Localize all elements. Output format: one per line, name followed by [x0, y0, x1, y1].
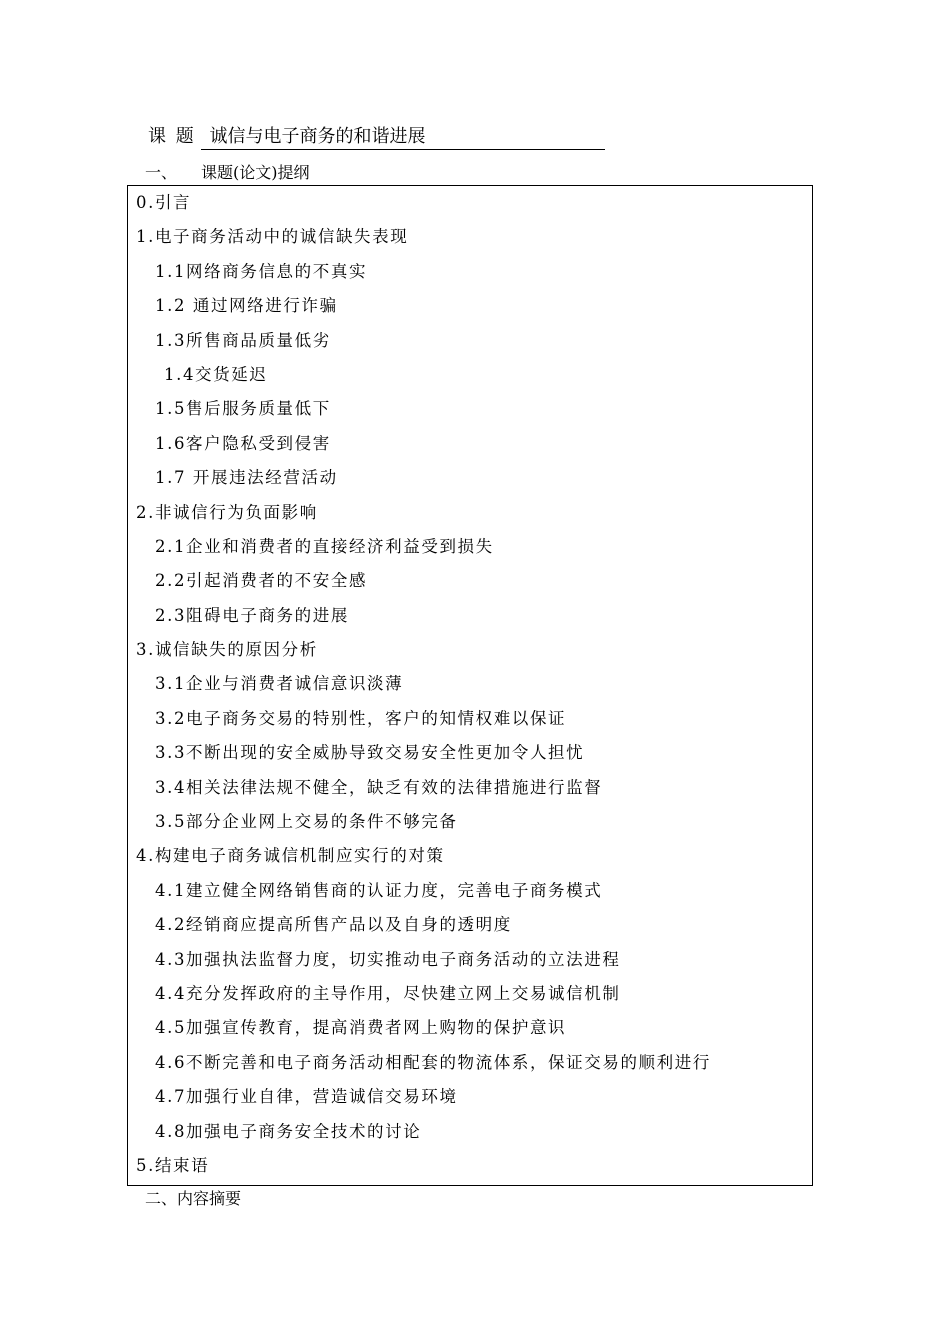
outline-box: [127, 185, 813, 1186]
outline-item: 4.6不断完善和电子商务活动相配套的物流体系，保证交易的顺利进行: [155, 1052, 711, 1072]
outline-item: 4.构建电子商务诚信机制应实行的对策: [136, 846, 445, 866]
section-one-number: 一、: [145, 163, 178, 182]
outline-item: 3.2电子商务交易的特别性，客户的知情权难以保证: [155, 708, 567, 728]
topic-value: 诚信与电子商务的和谐进展: [201, 125, 605, 150]
topic-line: [148, 125, 605, 150]
outline-item: 3.3不断出现的安全威胁导致交易安全性更加令人担忧: [155, 743, 585, 763]
outline-item: 4.2经销商应提高所售产品以及自身的透明度: [155, 915, 512, 935]
outline-item: 1.1网络商务信息的不真实: [155, 261, 368, 281]
outline-item: 4.1建立健全网络销售商的认证力度，完善电子商务模式: [155, 880, 603, 900]
outline-item: 1.6客户隐私受到侵害: [155, 433, 331, 453]
topic-label: 课 题: [148, 126, 196, 147]
outline-item: 1.3所售商品质量低劣: [155, 330, 331, 350]
outline-item: 1.2 通过网络进行诈骗: [155, 296, 338, 316]
outline-item: 4.3加强执法监督力度，切实推动电子商务活动的立法进程: [155, 949, 621, 969]
outline-item: 4.4充分发挥政府的主导作用，尽快建立网上交易诚信机制: [155, 983, 621, 1003]
outline-item: 2.3阻碍电子商务的进展: [155, 605, 349, 625]
outline-item: 0.引言: [136, 193, 192, 212]
outline-list: [136, 189, 808, 1186]
outline-item: 1.7 开展违法经营活动: [155, 468, 338, 488]
outline-item: 3.诚信缺失的原因分析: [136, 640, 318, 660]
section-two-heading: 二、内容摘要: [145, 1189, 242, 1208]
outline-item: 4.5加强宣传教育，提高消费者网上购物的保护意识: [155, 1018, 567, 1038]
outline-item: 3.4相关法律法规不健全，缺乏有效的法律措施进行监督: [155, 777, 603, 797]
outline-item: 2.1企业和消费者的直接经济利益受到损失: [155, 536, 494, 556]
outline-item: 1.4交货延迟: [164, 364, 268, 384]
outline-item: 1.电子商务活动中的诚信缺失表现: [136, 227, 409, 247]
outline-item: 4.7加强行业自律，营造诚信交易环境: [155, 1087, 458, 1107]
section-one-title: 课题(论文)提纲: [201, 163, 310, 182]
outline-item: 1.5售后服务质量低下: [155, 399, 331, 419]
outline-item: 4.8加强电子商务安全技术的讨论: [155, 1121, 422, 1141]
outline-item: 2.非诚信行为负面影响: [136, 502, 318, 522]
outline-item: 2.2引起消费者的不安全感: [155, 571, 368, 591]
outline-item: 5.结束语: [136, 1155, 210, 1175]
section-one-heading: [145, 162, 310, 184]
outline-item: 3.5部分企业网上交易的条件不够完备: [155, 812, 458, 832]
outline-item: 3.1企业与消费者诚信意识淡薄: [155, 674, 404, 694]
